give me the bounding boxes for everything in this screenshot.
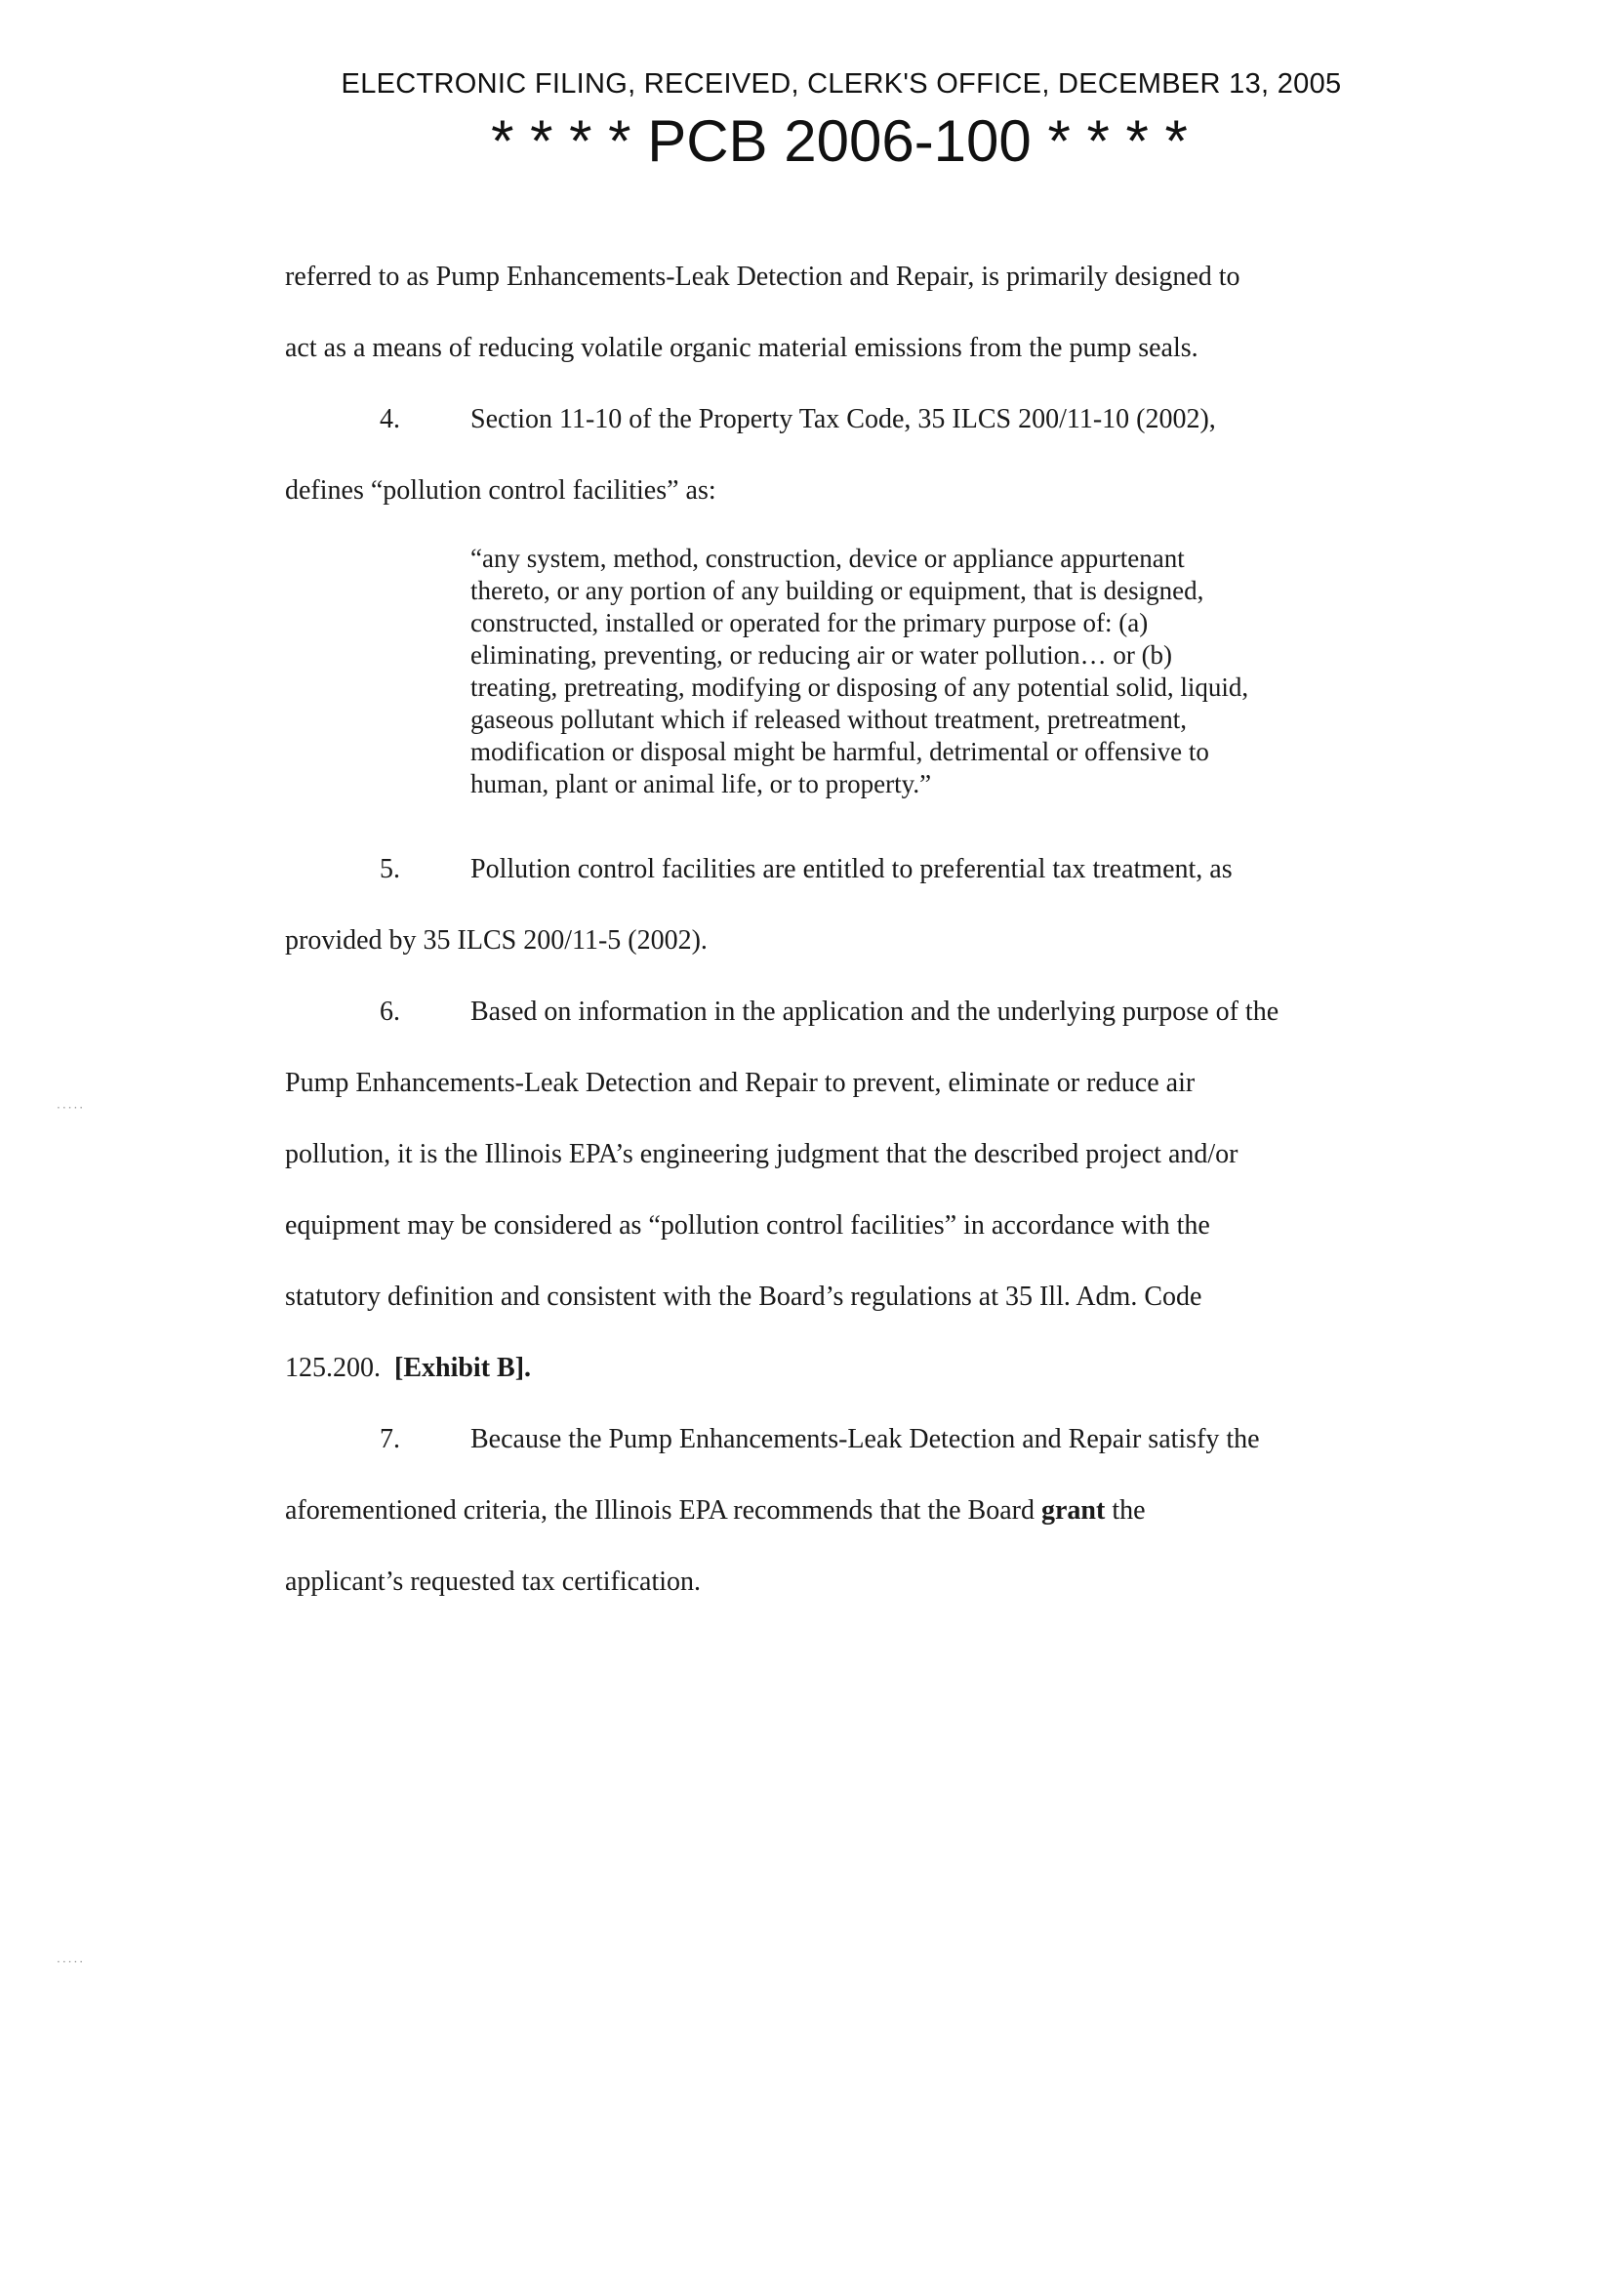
- paragraph-number: 7.: [380, 1424, 400, 1454]
- margin-speck: ·····: [57, 1955, 86, 1969]
- paragraph-line: pollution, it is the Illinois EPA’s engineering judgment that the described project and/or: [285, 1139, 1238, 1169]
- margin-speck: ·····: [57, 1101, 86, 1115]
- recommendation-emphasis: grant: [1040, 1495, 1106, 1526]
- block-quote-line: thereto, or any portion of any building or equipment, that is designed,: [470, 576, 1204, 605]
- case-number: * * * * PCB 2006-100 * * * *: [491, 108, 1188, 174]
- paragraph-line: Pollution control facilities are entitled to preferential tax treatment, as: [470, 854, 1233, 884]
- paragraph-line: applicant’s requested tax certification.: [285, 1567, 702, 1597]
- paragraph-line: Because the Pump Enhancements-Leak Detection and Repair satisfy the: [470, 1424, 1260, 1454]
- paragraph-number: 5.: [380, 854, 400, 884]
- paragraph-number: 6.: [380, 997, 400, 1027]
- intro-line: act as a means of reducing volatile organic material emissions from the pump seals.: [285, 333, 1198, 363]
- paragraph-line: Pump Enhancements-Leak Detection and Repair to prevent, eliminate or reduce air: [285, 1068, 1196, 1098]
- block-quote-line: gaseous pollutant which if released without treatment, pretreatment,: [470, 705, 1188, 734]
- paragraph-line: defines “pollution control facilities” as:: [285, 475, 716, 506]
- exhibit-reference: [Exhibit B].: [394, 1353, 532, 1383]
- block-quote-line: treating, pretreating, modifying or disposing of any potential solid, liquid,: [470, 672, 1249, 702]
- paragraph-line: [285, 1495, 1146, 1527]
- paragraph-number: 4.: [380, 404, 400, 434]
- filing-stamp: ELECTRONIC FILING, RECEIVED, CLERK'S OFFICE, DECEMBER 13, 2005: [341, 68, 1342, 100]
- paragraph-text: aforementioned criteria, the Illinois EPA recommends that the Board: [285, 1495, 1035, 1526]
- paragraph-line: provided by 35 ILCS 200/11-5 (2002).: [285, 925, 708, 956]
- block-quote-line: constructed, installed or operated for the primary purpose of: (a): [470, 608, 1149, 637]
- block-quote-line: “any system, method, construction, device or appliance appurtenant: [470, 544, 1185, 573]
- block-quote-line: human, plant or animal life, or to property.”: [470, 769, 932, 798]
- block-quote-line: eliminating, preventing, or reducing air or water pollution… or (b): [470, 640, 1173, 670]
- paragraph-line: statutory definition and consistent with the Board’s regulations at 35 Ill. Adm. Code: [285, 1282, 1202, 1312]
- paragraph-line: [285, 1353, 531, 1384]
- code-reference: 125.200.: [285, 1353, 381, 1383]
- paragraph-text: the: [1112, 1495, 1146, 1526]
- block-quote-line: modification or disposal might be harmful, detrimental or offensive to: [470, 737, 1209, 766]
- paragraph-line: Based on information in the application and the underlying purpose of the: [470, 997, 1279, 1027]
- paragraph-line: Section 11-10 of the Property Tax Code, 35 ILCS 200/11-10 (2002),: [470, 404, 1216, 434]
- intro-line: referred to as Pump Enhancements-Leak Detection and Repair, is primarily designed to: [285, 262, 1240, 292]
- paragraph-line: equipment may be considered as “pollution control facilities” in accordance with the: [285, 1210, 1210, 1241]
